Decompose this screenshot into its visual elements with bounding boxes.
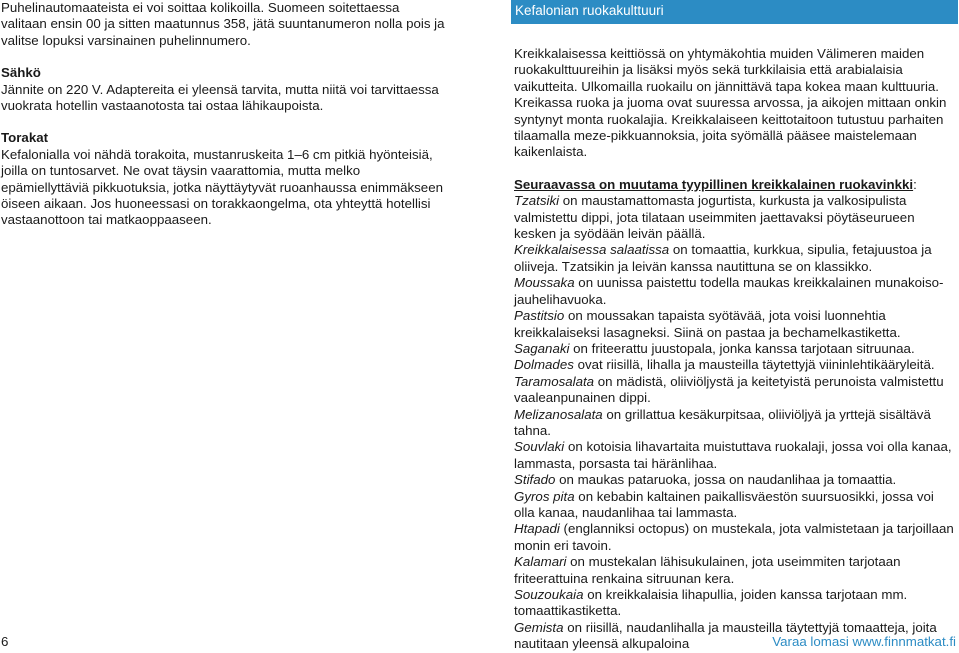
dish-description: on kreikkalaisia lihapullia, joiden kanssa tarjotaan mm. tomaattikastiketta. [514, 587, 908, 619]
cockroach-heading: Torakat [1, 130, 49, 146]
page-footer [0, 633, 958, 650]
dish-name: Kreikkalaisessa salaatissa [514, 242, 670, 258]
food-intro: Kreikkalaisessa keittiössä on yhtymäkohtia muiden Välimeren maiden ruokakulttuureihin ja lisäksi myös sekä turkkilaisia että arabialaisia vaikutteita. Ulkomailla ruokailu on jännittävä tapa kokea maan kulttuuria. Kreikassa ruoka ja juoma ovat suuressa arvossa, ja aikojen mittaan onkin syntynyt monta ruokalajia. Kreikkalaiseen keittotaitoon tutustuu parhaiten tilaamalla meze-pikkuannoksia, joita syömällä pääsee maistelemaan kaikenlaista. [514, 46, 947, 160]
dish-name: Gyros pita [514, 488, 575, 504]
dishes-heading: Seuraavassa on muutama tyypillinen kreikkalainen ruokavinkki [514, 176, 914, 192]
dish-name: Pastitsio [514, 308, 565, 324]
dish-name: Souzoukaia [514, 587, 584, 602]
dish-name: Dolmades [514, 357, 574, 373]
dish-name: Moussaka [514, 275, 575, 291]
dish-description: on kotoisia lihavartaita muistuttava ruokalaji, jossa voi olla kanaa, lammasta, porsasta tai häränlihaa. [514, 439, 952, 471]
phone-paragraph: Puhelinautomaateista ei voi soittaa kolikoilla. Suomeen soitettaessa valitaan ensin 00 ja sitten maatunnus 358, jätä suuntanumeron nolla pois ja valitse lopuksi varsinainen puhelinnumero. [1, 0, 445, 48]
dish-description: ovat riisillä, lihalla ja mausteilla täytettyjä viininlehtikääryleitä. [573, 357, 935, 373]
dish-name: Htapadi [514, 521, 560, 537]
dish-description: on maukas pataruoka, jossa on naudanlihaa ja tomaattia. [555, 472, 897, 488]
dish-item [514, 308, 958, 341]
dish-description: on grillattua kesäkurpitsaa, oliiviöljyä ja yrttejä sisältävä tahna. [514, 406, 931, 438]
dish-description: on kebabin kaltainen paikallisväestön suursuosikki, jossa voi olla kanaa, naudanlihaa tai lammasta. [514, 488, 934, 520]
dish-description: on maustamattomasta jogurtista, kurkusta ja valkosipulista valmistettu dippi, jota tilataan useimmiten jaettavaksi pöytäseurueen kesken ja syödään leivän päällä. [514, 193, 915, 242]
dish-item [514, 439, 958, 472]
dishes-heading-line [514, 177, 958, 193]
right-column [511, 0, 958, 653]
dishes-heading-colon: : [913, 176, 917, 192]
dish-item [514, 407, 958, 440]
dish-name: Kalamari [514, 554, 567, 570]
dish-item [514, 587, 958, 620]
dish-name: Melizanosalata [514, 406, 603, 422]
dish-item [514, 341, 958, 357]
dish-name: Souvlaki [514, 439, 565, 455]
electricity-paragraph: Jännite on 220 V. Adaptereita ei yleensä tarvita, mutta niitä voi tarvittaessa vuokrata hotellin vastaanotosta tai ostaa lähikaupoista. [1, 81, 439, 114]
dish-description: on riisillä, naudanlihalla ja mausteilla täytettyjä tomaatteja, joita nautitaan yleensä alkupaloina [514, 619, 937, 652]
dish-item [514, 554, 958, 587]
dish-item [514, 242, 958, 275]
dish-item [514, 374, 958, 407]
dish-name: Tzatsiki [514, 193, 560, 209]
dish-name: Taramosalata [514, 373, 595, 389]
dish-item [514, 193, 958, 242]
dish-item [514, 357, 958, 373]
dish-item [514, 521, 958, 554]
dish-description: on tomaattia, kurkkua, sipulia, fetajuustoa ja oliiveja. Tzatsikin ja leivän kanssa nautittuna se on klassikko. [514, 242, 932, 274]
dish-item [514, 275, 958, 308]
dish-item [514, 472, 958, 488]
dish-name: Saganaki [514, 340, 570, 356]
page-number: 6 [1, 634, 9, 649]
dish-description: on uunissa paistettu todella maukas kreikkalainen munakoiso-jauhelihavuoka. [514, 275, 944, 307]
dish-item [514, 489, 958, 522]
banner-title: Kefalonian ruokakulttuuri [515, 3, 664, 18]
dish-name: Gemista [514, 619, 564, 635]
footer-site-link[interactable]: Varaa lomasi www.finnmatkat.fi [772, 634, 956, 649]
dish-description: on moussakan tapaista syötävää, jota voisi luonnehtia kreikkalaiseksi lasagneksi. Siinä on pastaa ja bechamelkastiketta. [514, 308, 901, 340]
electricity-heading: Sähkö [1, 65, 41, 81]
left-column [1, 0, 448, 229]
dish-description: on mustekalan lähisukulainen, jota useimmiten tarjotaan friteerattuina renkaina sitruunan kera. [514, 554, 901, 586]
dish-name: Stifado [514, 472, 556, 488]
cockroach-paragraph: Kefalonialla voi nähdä torakoita, mustanruskeita 1–6 cm pitkiä hyönteisiä, joilla on tuntosarvet. Ne ovat täysin vaarattomia, mutta melko epämiellyttäviä pikkuotuksia, jotka näyttäytyvät ruoanhaussa enimmäkseen öiseen aikaan. Jos huoneessasi on torakkaongelma, ota yhteyttä hotellisi vastaanottoon tai matkaoppaaseen. [1, 146, 443, 228]
food-section [511, 24, 958, 653]
dish-list [514, 193, 958, 652]
section-banner [511, 0, 958, 24]
dish-description: on mädistä, oliiviöljystä ja keitetyistä perunoista valmistettu vaaleanpunainen dippi. [514, 373, 944, 406]
dish-description: on friteerattu juustopala, jonka kanssa tarjotaan sitruunaa. [569, 340, 915, 356]
dish-description: (englanniksi octopus) on mustekala, jota valmistetaan ja tarjoillaan monin eri tavoin. [514, 521, 954, 553]
